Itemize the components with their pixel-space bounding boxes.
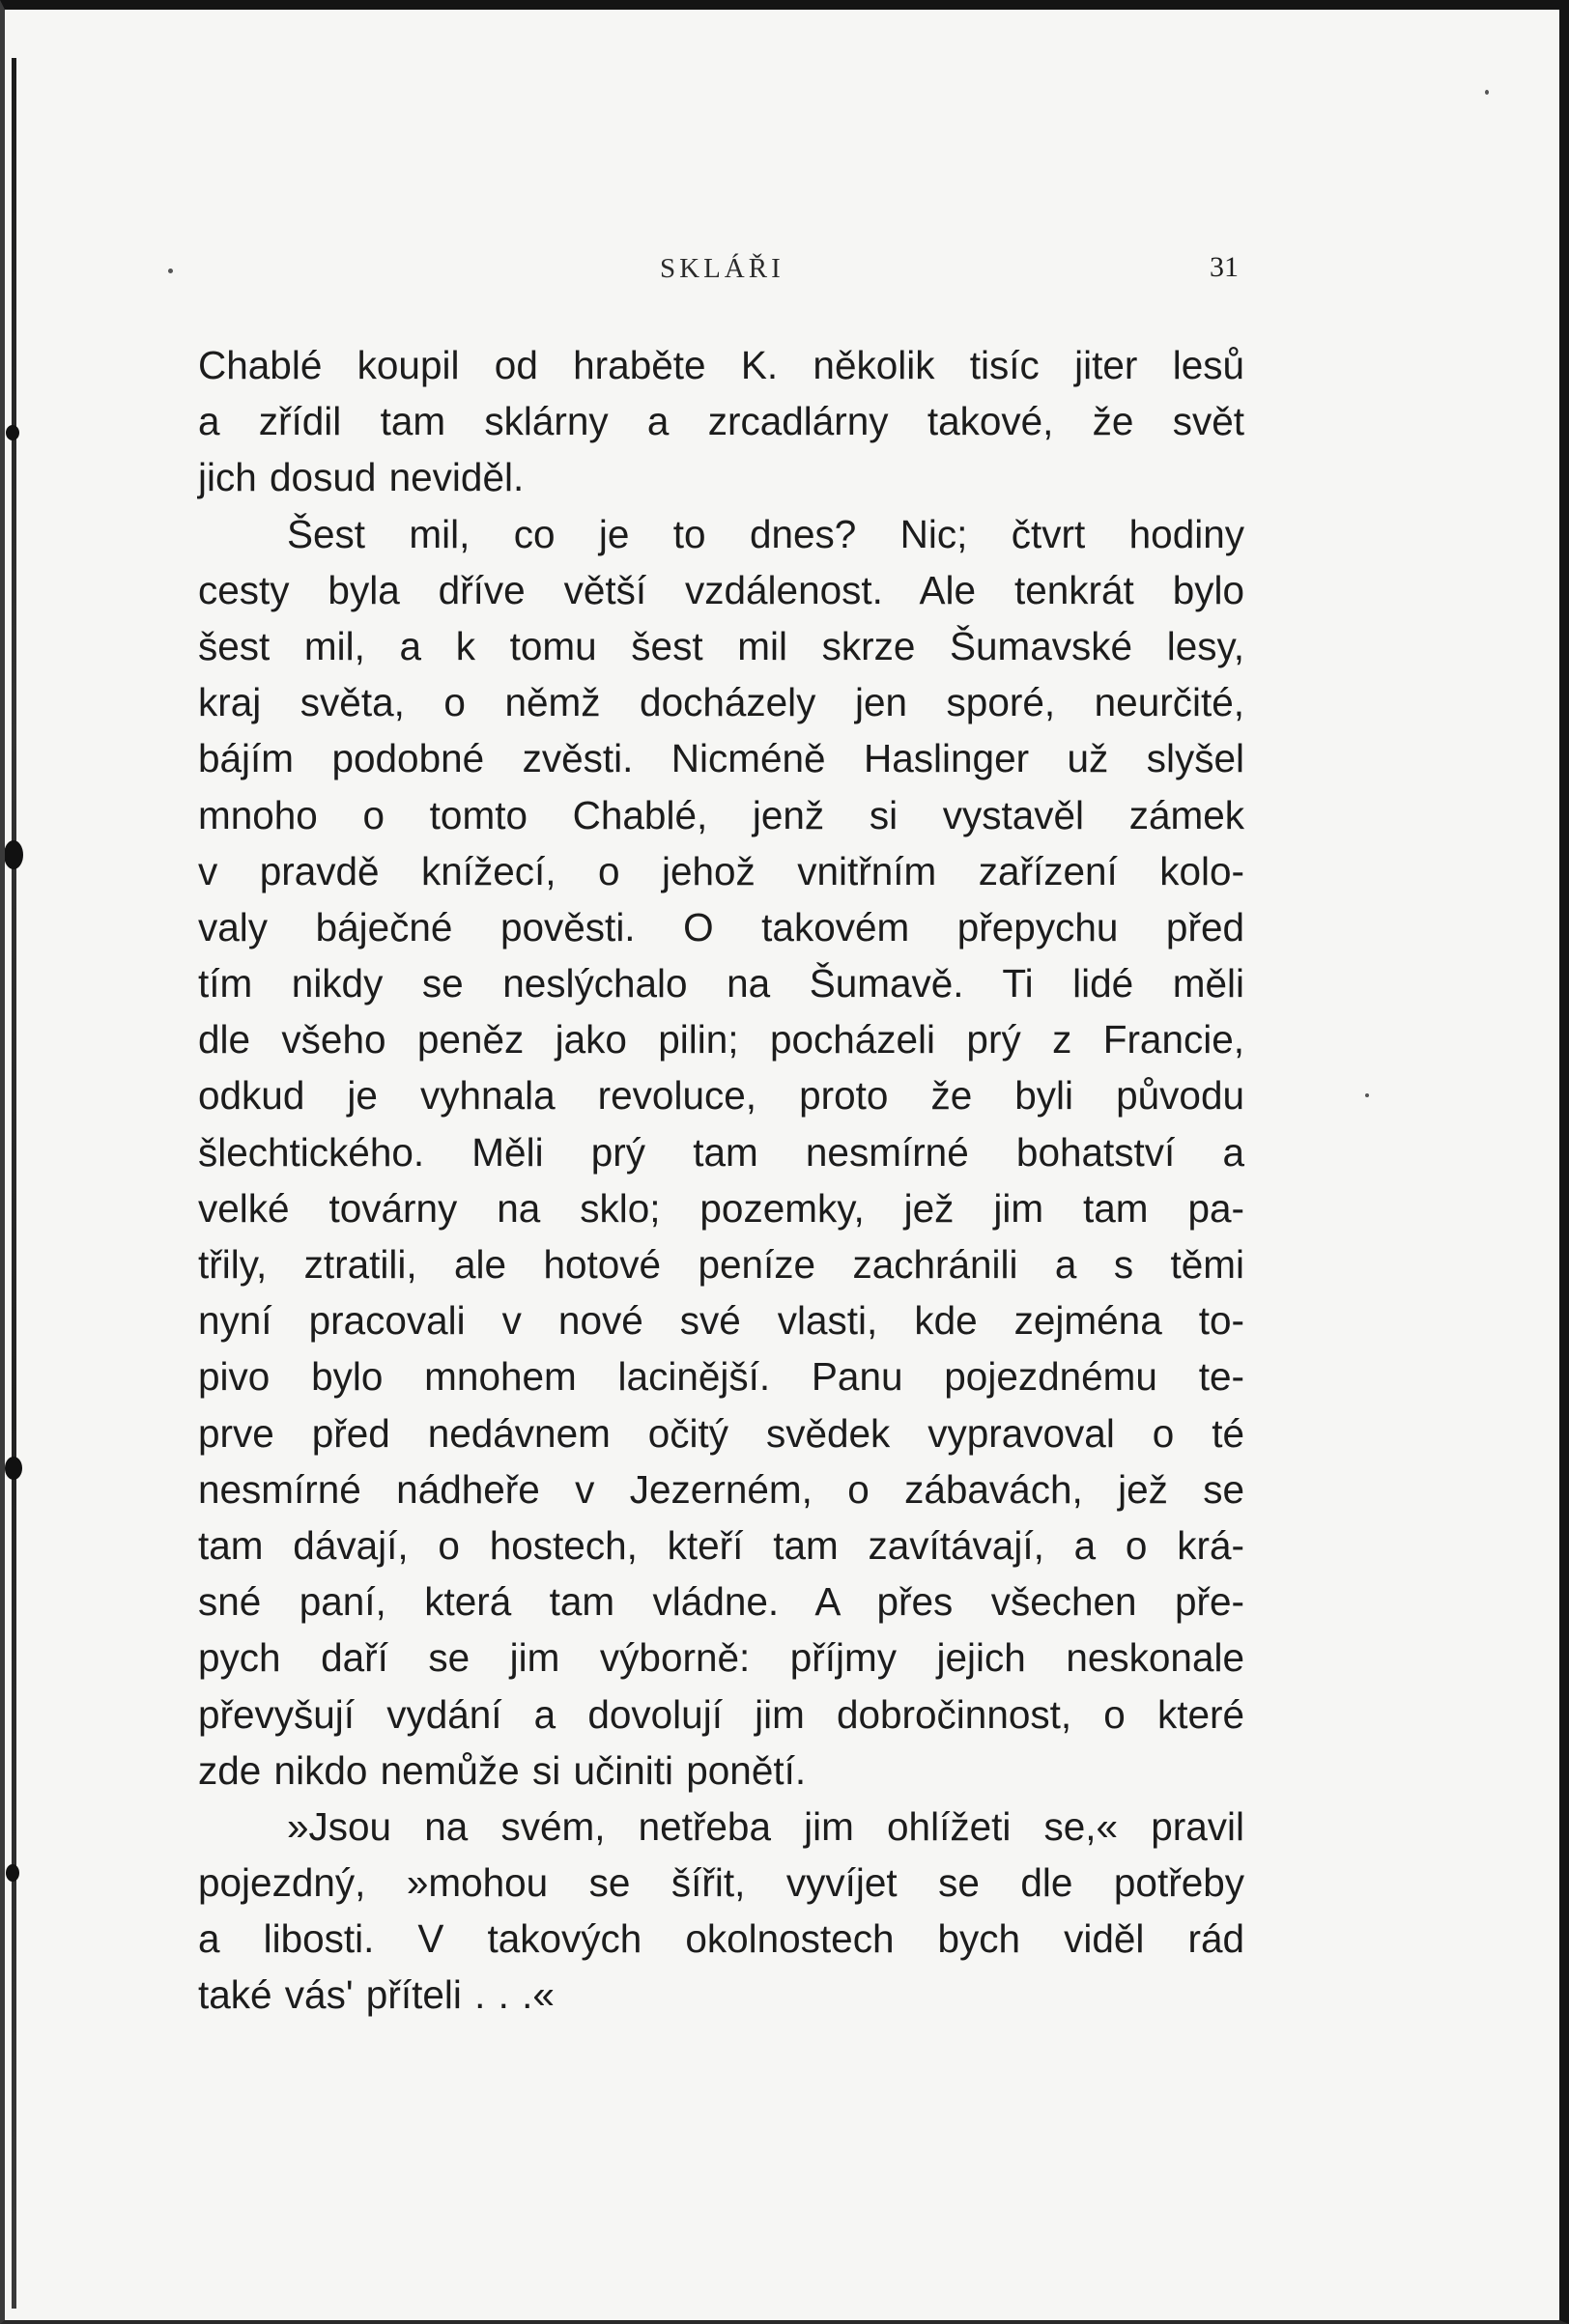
running-head — [0, 253, 1569, 292]
text-line: mnoho o tomto Chablé, jenž si vystavěl zámek — [198, 792, 1244, 837]
text-line: nesmírné nádheře v Jezerném, o zábavách, jež se — [198, 1466, 1244, 1512]
text-line: v pravdě knížecí, o jehož vnitřním zařízení kolo- — [198, 848, 1244, 893]
text-line: a zřídil tam sklárny a zrcadlárny takové, že svět — [198, 399, 1244, 444]
binding-edge — [12, 58, 16, 2309]
dust-speck — [1365, 1093, 1369, 1097]
text-line: sné paní, která tam vládne. A přes všechen pře- — [198, 1579, 1244, 1625]
binding-mark — [5, 1457, 22, 1480]
text-line: prve před nedávnem očitý svědek vypravoval o té — [198, 1410, 1244, 1456]
text-line: pojezdný, »mohou se šířit, vyvíjet se dle potřeby — [198, 1860, 1244, 1906]
text-line: cesty byla dříve větší vzdálenost. Ale tenkrát bylo — [198, 567, 1244, 612]
text-line: valy báječné pověsti. O takovém přepychu před — [198, 904, 1244, 949]
text-line: Chablé koupil od hraběte K. několik tisíc jiter lesů — [198, 343, 1244, 387]
running-title: SKLÁŘI — [660, 253, 784, 284]
text-line: šest mil, a k tomu šest mil skrze Šumavské lesy, — [198, 623, 1244, 668]
text-line: převyšují vydání a dovolují jim dobročinnost, o které — [198, 1691, 1244, 1737]
text-line: odkud je vyhnala revoluce, proto že byli původu — [198, 1073, 1244, 1119]
text-line: bájím podobné zvěsti. Nicméně Haslinger už slyšel — [198, 736, 1244, 781]
binding-mark — [4, 840, 23, 869]
text-line: »Jsou na svém, netřeba jim ohlížeti se,« pravil — [287, 1803, 1244, 1849]
text-line: také vás' příteli . . .« — [198, 1972, 555, 2018]
text-line: pych daří se jim výborně: příjmy jejich neskonale — [198, 1635, 1244, 1681]
text-line: velké továrny na sklo; pozemky, jež jim tam pa- — [198, 1185, 1244, 1231]
text-line: pivo bylo mnohem lacinější. Panu pojezdnému te- — [198, 1354, 1244, 1400]
text-line: zde nikdo nemůže si učiniti ponětí. — [198, 1747, 807, 1793]
text-line: a libosti. V takových okolnostech bych viděl rád — [198, 1916, 1244, 1962]
text-line: dle všeho peněz jako pilin; pocházeli prý z Francie, — [198, 1017, 1244, 1063]
body-text — [198, 337, 1244, 2024]
binding-mark — [6, 1864, 19, 1882]
text-line: nyní pracovali v nové své vlasti, kde zejména to- — [198, 1298, 1244, 1344]
text-line: Šest mil, co je to dnes? Nic; čtvrt hodiny — [287, 511, 1244, 556]
text-line: tam dávají, o hostech, kteří tam zavítávají, a o krá- — [198, 1522, 1244, 1568]
page-number: 31 — [1210, 251, 1239, 283]
text-line: jich dosud neviděl. — [198, 455, 525, 500]
binding-mark — [6, 425, 19, 440]
text-line: tím nikdy se neslýchalo na Šumavě. Ti lidé měli — [198, 961, 1244, 1006]
dust-speck — [1485, 90, 1489, 95]
text-line: šlechtického. Měli prý tam nesmírné bohatství a — [198, 1129, 1244, 1175]
text-line: kraj světa, o němž docházely jen sporé, neurčité, — [198, 680, 1244, 725]
text-line: třily, ztratili, ale hotové peníze zachránili a s těmi — [198, 1242, 1244, 1287]
